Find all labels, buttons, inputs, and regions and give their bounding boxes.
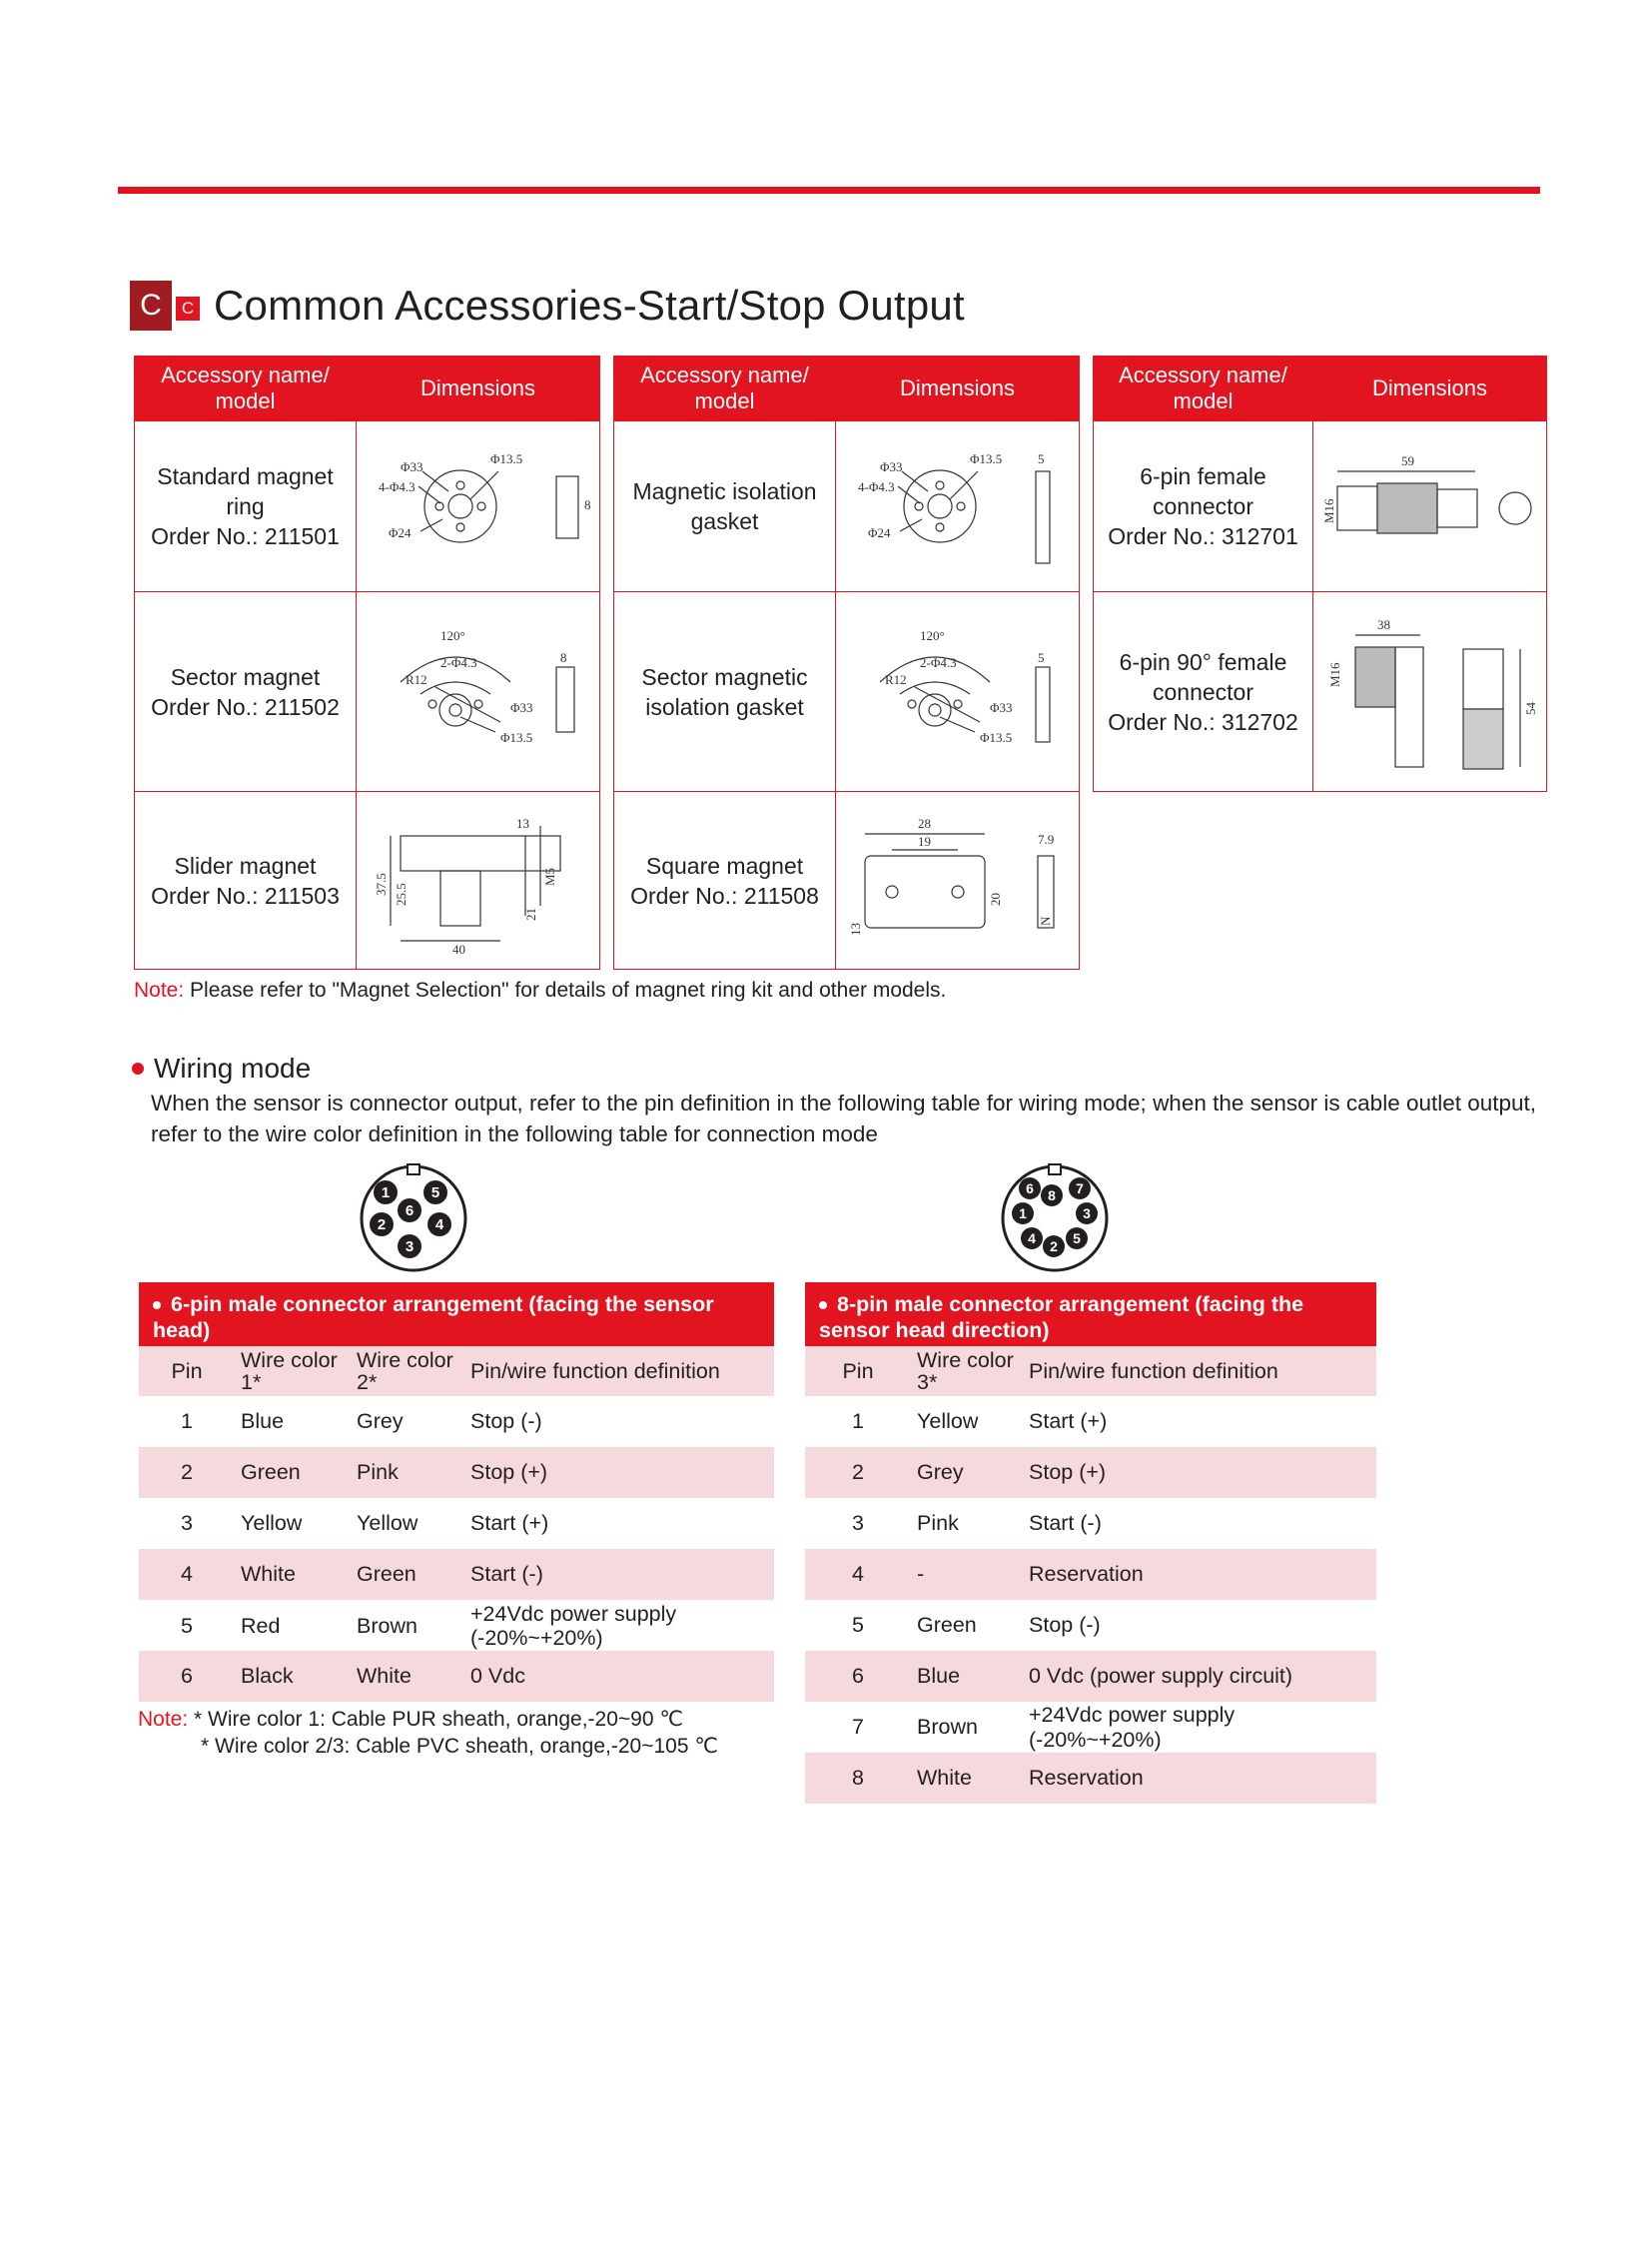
- table-row: 7 Brown +24Vdc power supply (-20%~+20%): [852, 1702, 1236, 1752]
- svg-text:4-Φ4.3: 4-Φ4.3: [857, 479, 895, 494]
- accessory-table-header: [614, 357, 1080, 421]
- col-pin: Pin: [805, 1346, 911, 1396]
- isolation-gasket-drawing: [840, 431, 1076, 581]
- svg-text:1: 1: [1019, 1205, 1027, 1221]
- svg-text:20: 20: [987, 892, 1003, 906]
- accessory-table-3: [1093, 356, 1547, 792]
- svg-text:8: 8: [559, 649, 566, 665]
- 8-pin-connector-face-icon: [999, 1162, 1111, 1274]
- dimension-drawing-standard-ring: [357, 421, 600, 592]
- svg-text:Φ24: Φ24: [388, 525, 412, 540]
- ring-drawing: [361, 431, 596, 581]
- accessory-row: [135, 792, 600, 970]
- square-drawing: [840, 806, 1076, 956]
- accessory-name-sector-isolation: Sector magnetic isolation gasket: [614, 592, 836, 792]
- table-row: 2 Grey Stop (+): [805, 1447, 1376, 1498]
- table-caption: 8-pin male connector arrangement (facing the sensor head direction): [805, 1282, 1376, 1346]
- col-wire-color-3: Wire color 3*: [911, 1346, 1023, 1396]
- svg-text:Φ33: Φ33: [989, 699, 1013, 715]
- accessory-row: [614, 421, 1080, 592]
- svg-text:40: 40: [451, 941, 465, 956]
- accessory-row: [135, 421, 600, 592]
- svg-text:13: 13: [847, 922, 863, 936]
- svg-text:8: 8: [1048, 1187, 1056, 1203]
- table-row: 2 Green Pink Stop (+): [139, 1447, 774, 1498]
- svg-text:5: 5: [430, 1184, 440, 1201]
- accessory-row: [614, 592, 1080, 792]
- svg-text:Φ13.5: Φ13.5: [969, 451, 1002, 466]
- dimension-drawing-isolation-gasket: [836, 421, 1080, 592]
- logo-big-c: C: [130, 281, 172, 331]
- accessory-name-slider: Slider magnet Order No.: 211503: [135, 792, 357, 970]
- table-row: 4 White Green Start (-): [139, 1549, 774, 1600]
- wire-color-note: Note: * Wire color 1: Cable PUR sheath, orange,-20~90 ℃ * Wire color 2/3: Cable PVC sheath, orange,-20~105 ℃: [138, 1708, 718, 1758]
- accessory-row: [614, 792, 1080, 970]
- dimension-drawing-sector: [357, 592, 600, 792]
- svg-text:Φ33: Φ33: [509, 699, 533, 715]
- svg-text:7: 7: [1076, 1180, 1084, 1196]
- svg-text:13: 13: [515, 815, 529, 831]
- svg-text:19: 19: [917, 833, 931, 849]
- col-wire-color-2: Wire color 2*: [351, 1346, 464, 1396]
- accessory-name-isolation-gasket: Magnetic isolation gasket: [614, 421, 836, 592]
- col-dimensions: Dimensions: [836, 357, 1080, 421]
- page-header: [130, 276, 965, 336]
- col-accessory-name: Accessory name/ model: [614, 357, 836, 421]
- svg-text:59: 59: [1400, 453, 1414, 468]
- svg-text:3: 3: [405, 1238, 414, 1255]
- svg-text:6: 6: [1026, 1180, 1034, 1196]
- svg-text:7.9: 7.9: [1037, 831, 1054, 847]
- svg-text:120°: 120°: [919, 627, 945, 643]
- col-accessory-name: Accessory name/ model: [135, 357, 357, 421]
- dimension-drawing-sector-isolation: [836, 592, 1080, 792]
- table-header-row: [805, 1346, 1376, 1396]
- table-row: 1 Yellow Start (+): [852, 1409, 1108, 1433]
- col-function: Pin/wire function definition: [1023, 1346, 1376, 1396]
- svg-text:Φ33: Φ33: [400, 459, 423, 474]
- svg-text:Φ13.5: Φ13.5: [489, 451, 522, 466]
- svg-text:Φ24: Φ24: [867, 525, 891, 540]
- col-function: Pin/wire function definition: [464, 1346, 774, 1396]
- sector-drawing: [361, 622, 596, 762]
- svg-text:2-Φ4.3: 2-Φ4.3: [439, 654, 477, 670]
- svg-text:R12: R12: [884, 671, 907, 687]
- col-accessory-name: Accessory name/ model: [1094, 357, 1313, 421]
- table-row: 6 Blue 0 Vdc (power supply circuit): [805, 1651, 1376, 1702]
- svg-text:Φ13.5: Φ13.5: [499, 729, 532, 745]
- svg-text:R12: R12: [405, 671, 427, 687]
- col-pin: Pin: [139, 1346, 235, 1396]
- svg-text:N: N: [1037, 916, 1053, 926]
- female-90-connector-drawing: [1315, 607, 1545, 777]
- 6-pin-connector-face-icon: [358, 1162, 469, 1274]
- svg-text:8: 8: [583, 497, 590, 512]
- 6-pin-wiring-table: [139, 1282, 774, 1702]
- accessory-name-sector: Sector magnet Order No.: 211502: [135, 592, 357, 792]
- table-row: 4 - Reservation: [805, 1549, 1376, 1600]
- table-row: 8 White Reservation: [805, 1753, 1376, 1804]
- 8-pin-wiring-table: [805, 1282, 1376, 1804]
- svg-text:25.5: 25.5: [393, 882, 409, 906]
- svg-text:2-Φ4.3: 2-Φ4.3: [919, 654, 957, 670]
- svg-text:2: 2: [377, 1216, 387, 1233]
- col-dimensions: Dimensions: [357, 357, 600, 421]
- sector-isolation-drawing: [840, 622, 1076, 762]
- accessory-row: [135, 592, 600, 792]
- bullet-dot-icon: [132, 1063, 144, 1075]
- svg-text:Φ13.5: Φ13.5: [979, 729, 1012, 745]
- accessory-name-standard-ring: Standard magnet ring Order No.: 211501: [135, 421, 357, 592]
- accessory-table-1: [134, 356, 600, 970]
- svg-text:3: 3: [1083, 1205, 1091, 1221]
- svg-text:54: 54: [1522, 701, 1538, 715]
- accessory-name-square: Square magnet Order No.: 211508: [614, 792, 836, 970]
- female-connector-drawing: [1315, 431, 1545, 581]
- svg-text:2: 2: [1050, 1238, 1058, 1254]
- svg-text:28: 28: [917, 815, 931, 831]
- dimension-drawing-slider: [357, 792, 600, 970]
- table-row: 5 Red Brown +24Vdc power supply (-20%~+20%): [181, 1601, 677, 1650]
- svg-text:M5: M5: [541, 867, 557, 886]
- svg-text:6: 6: [405, 1202, 414, 1219]
- wiring-section-title: Wiring mode: [132, 1053, 311, 1085]
- svg-text:5: 5: [1037, 649, 1044, 665]
- svg-text:120°: 120°: [439, 627, 465, 643]
- svg-text:Φ33: Φ33: [879, 459, 903, 474]
- accessory-name-6pin-female: 6-pin female connector Order No.: 312701: [1094, 421, 1313, 592]
- dimension-drawing-6pin-90-female: [1313, 592, 1547, 792]
- table-row: 3 Pink Start (-): [852, 1511, 1102, 1535]
- table-row: 5 Green Stop (-): [852, 1613, 1101, 1637]
- logo-small-c: C: [176, 297, 200, 321]
- table-caption: 6-pin male connector arrangement (facing the sensor head): [139, 1282, 774, 1346]
- svg-text:21: 21: [522, 907, 538, 921]
- table-row: 1 Blue Grey Stop (-): [181, 1409, 542, 1433]
- col-wire-color-1: Wire color 1*: [235, 1346, 351, 1396]
- page-title: Common Accessories-Start/Stop Output: [214, 282, 965, 329]
- bullet-dot-icon: [819, 1301, 827, 1309]
- svg-text:4-Φ4.3: 4-Φ4.3: [378, 479, 415, 494]
- svg-text:37.5: 37.5: [373, 872, 389, 896]
- svg-text:M16: M16: [1320, 498, 1336, 523]
- brand-logo: [130, 281, 202, 331]
- accessory-table-2: [613, 356, 1080, 970]
- table-header-row: [139, 1346, 774, 1396]
- svg-text:4: 4: [1028, 1230, 1036, 1246]
- col-dimensions: Dimensions: [1313, 357, 1547, 421]
- accessory-row: [1094, 592, 1547, 792]
- dimension-drawing-square: [836, 792, 1080, 970]
- accessory-table-header: [1094, 357, 1547, 421]
- dimension-drawing-6pin-female: [1313, 421, 1547, 592]
- slider-drawing: [361, 806, 596, 956]
- top-rule: [118, 187, 1540, 194]
- svg-text:4: 4: [434, 1216, 444, 1233]
- table-row: 6 Black White 0 Vdc: [139, 1651, 774, 1702]
- accessory-table-header: [135, 357, 600, 421]
- svg-text:38: 38: [1376, 616, 1390, 632]
- wiring-description: When the sensor is connector output, refer to the pin definition in the following table for wiring mode; when the sensor is cable outlet output, refer to the wire color definition in the following table for connection mode: [151, 1091, 1537, 1146]
- accessory-note: Note: Please refer to "Magnet Selection" for details of magnet ring kit and other models.: [134, 979, 947, 1002]
- svg-text:5: 5: [1037, 451, 1044, 466]
- table-row: 3 Yellow Yellow Start (+): [181, 1511, 549, 1535]
- accessory-name-6pin-90-female: 6-pin 90° female connector Order No.: 312702: [1094, 592, 1313, 792]
- svg-text:5: 5: [1073, 1230, 1081, 1246]
- svg-text:M16: M16: [1326, 661, 1342, 687]
- bullet-dot-icon: [153, 1301, 161, 1309]
- svg-text:1: 1: [381, 1184, 391, 1201]
- accessory-row: [1094, 421, 1547, 592]
